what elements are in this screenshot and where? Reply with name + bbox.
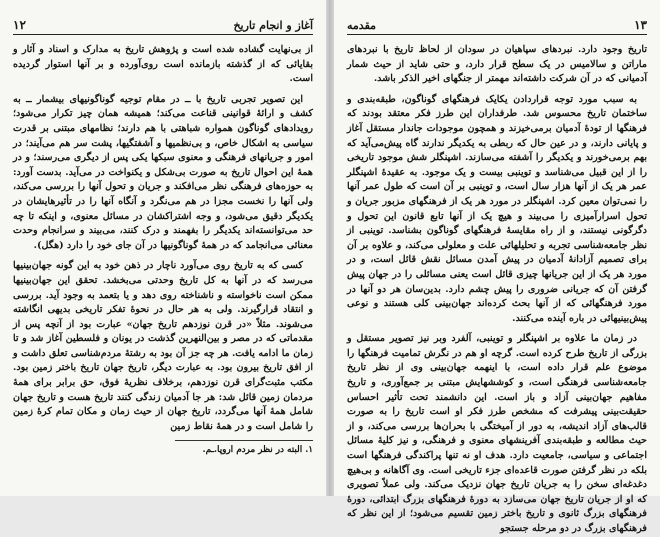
paragraph: تاریخ وجود دارد. نبردهای سپاهیان در سودان از لحاظ تاریخ با نبردهای ماراتن و سالامیس در یک سطح قرار دارد، و حتی شاید از حیث شمار آدمیانی که در آن شرکت داشته‌اند مهمتر از جنگهای اخیر الذکر باشد. [347,44,647,85]
footnote-divider [175,440,313,441]
left-header-title: آغاز و انجام تاریخ [233,19,313,32]
right-page-header [347,18,647,35]
book-gutter [326,0,334,496]
right-header-title: مقدمه [347,19,377,32]
paragraph: از بی‌نهایت گشاده شده است و پژوهش تاریخ به مدارک و اسناد و آثار و بقایائی که از گذشته بازمانده است روی‌آورده و بر آنها استوار گردیده است. [13,44,313,85]
left-page-body [13,43,313,434]
paragraph: در زمان ما علاوه بر اشپنگلر و توینبی، آلفرد وبر نیز تصویر مستقل و بزرگی از تاریخ طرح کرده است. گرچه او هم در نگرش تمامیت فرهنگها را موضوع علم قرار داده است، با اینهمه جهان‌بینی وی از نظر تاریخ جامعه‌شناسی فرهنگی است، و کوششهایش مبتنی بر جمع‌آوری، و تاریخ مفاهیم جهان‌بینی آزاد و باز است. این دانشمند تحت تأثیر احساس حقیقت‌بینی پیشرفت که مشخص طرز فکر او است تاریخ را به صورت قالب‌های آزاد اندیشه، به دور از آمیختگی با بحران‌ها بررسی می‌کند، و از حیث مطالعه و طبقه‌بندی آفرینشهای معنوی و فرهنگی، و نیز کلیهٔ مسائل اجتماعی و سیاسی، جامعیت دارد. هدف او نه تنها پراکندگی فرهنگها است بلکه در نظر گرفتن صورت قاعده‌ای جزء تاریخی است. وی آگاهانه و بی‌هیچ دغدغه‌ای سخن را به جریان تاریخ جهان نزدیک می‌کند. ولی عملاً تصویری که او از جریان تاریخ جهان می‌سازد به دورهٔ فرهنگهای بزرگ ابتدائی، دورهٔ فرهنگهای بزرگ ثانوی و تاریخ باختر زمین تقسیم می‌شود؛ از این نظر که فرهنگهای بزرگ در دو مرحله جستجو [347,333,647,534]
right-page-number: ۱۳ [634,18,647,32]
paragraph: به سبب مورد توجه قراردادن یکایک فرهنگهای گوناگون، طبقه‌بندی و ساختمان تاریخ محسوس شد. طرفداران این طرز فکر معتقد بودند که فرهنگها از تودهٔ آدمیان برمی‌خیزند و همچون موجودات جاندار مستقل آغاز و پایانی دارند، و در عین حال که ربطی به یکدیگر ندارند گاه پیش‌می‌آید که بهم برمی‌خورند و یکدیگر را آشفته می‌سازند. اشپنگلر شش موجود تاریخی را از این قبیل می‌شناسد و توینبی بیست و یک موجود. به عقیدهٔ اشپنگلر عمر هر یک از آنها هزار سال است، و توینبی بر آن است که طول عمر آنها را نمی‌توان معین کرد. اشپنگلر در مورد هر یک از فرهنگهای مزبور جریان و تحول اسرارآمیزی را می‌بیند و هیچ یک از آنها تابع قانون این تحول و دگرگونی نیستند، و از راه مقایسهٔ فرهنگهای گوناگون بشناسد. توینبی از نظر جامعه‌شناسی تجربه و تحلیلهائی علت و معلولی می‌کند، و علاوه بر آن برای تصمیم آزادانهٔ آدمیان در پیش آمدن مسائل نقش قائل است، و در مورد هر یک از این جریانها چیزی قائل است یعنی مسائلی را در جهان پیش گرفتن آن که جریانی ضروری را پیش چشم دارد. بدین‌سان هر دو آنها در مورد فرهنگهائی که از آنها بحث کرده‌اند جهان‌بینی کلی هستند و نوعی پیش‌بینیهائی در باره آینده می‌کنند. [347,93,647,324]
right-page-body [347,43,647,537]
right-page [334,0,660,534]
left-page-number: ۱۲ [13,18,26,32]
paragraph: این تصویر تجربی تاریخ با ــ در مقام توجیه گوناگونیهای بیشمار ــ به کشف و ارائهٔ قوانینی قناعت می‌کند؛ همیشه همان چیز تکرار می‌شود؛ رویدادهای گوناگون همواره شباهتی با هم دارند؛ نظامهای مبتنی بر قدرت سیاسی به اشکال خاص، و بی‌نظمیها و آشفتگیها، پشت سر هم می‌آیند؛ در امور و جریانهای فرهنگی و معنوی سبکها یکی پس از دیگری می‌رسند؛ و در همهٔ این احوال تاریخ به صورت بی‌شکل و یکنواخت در می‌آید. بدست آورد: به حوزه‌های فرهنگی نظر می‌افکند و جریان و تحول آنها را بررسی می‌کند، ولی آنها را نخست مجزا در هم می‌نگرد و آنگاه آنها را در تأثیرهایشان در یکدیگر دقیق می‌شود، و وجه اشتراکشان در مسائل معنوی، و اینکه تا چه حد می‌توانسته‌اند یکدیگر را بفهمند و درک کنند، می‌بیند و سرانجام وحدت معنائی می‌انجامد که در همهٔ گوناگونیها در آن جای خود را دارد (هگل). [13,93,313,251]
footnote: ۱. البته در نظر مردم اروپا.ـم. [202,445,313,456]
left-page [0,0,326,496]
left-page-header [13,18,313,35]
paragraph: کسی که به تاریخ روی می‌آورد ناچار در ذهن خود به این گونه جهان‌بینیها می‌رسد که در آنها به کل تاریخ وحدتی می‌بخشد. تحقق این جهان‌بینیها ممکن است ناخواسته و ناشناخته روی دهد و یا بتعمد به وجود آید. بررسی و انتقاد قرارگیرند. ولی به هر حال در نحوهٔ تفکر تاریخی بدیهی انگاشته می‌شوند. مثلاً «در قرن نوزدهم تاریخ جهان» عبارت بود از آنچه پس از مقدماتی که در مصر و بین‌النهرین گذشت در یونان و فلسطین آغاز شد و تا زمان ما ادامه یافت. هر چه جز آن بود به رشتهٔ مردم‌شناسی تعلق داشت و از افق تاریخ بیرون بود. به عبارت دیگر، تاریخ جهان تاریخ باختر زمین بود. مکتب مثبت‌گرای قرن نوزدهم، برخلاف نظریهٔ فوق، حق برابر برای همهٔ مردمان زمین قائل شد: هر جا آدمیان زندگی کنند تاریخ هست و تاریخ جهان شامل همهٔ آنها می‌گردد، تاریخ جهان از حیث زمان و مکان تمام کرهٔ زمین را شامل است و در همهٔ نقاط زمین [13,260,313,432]
